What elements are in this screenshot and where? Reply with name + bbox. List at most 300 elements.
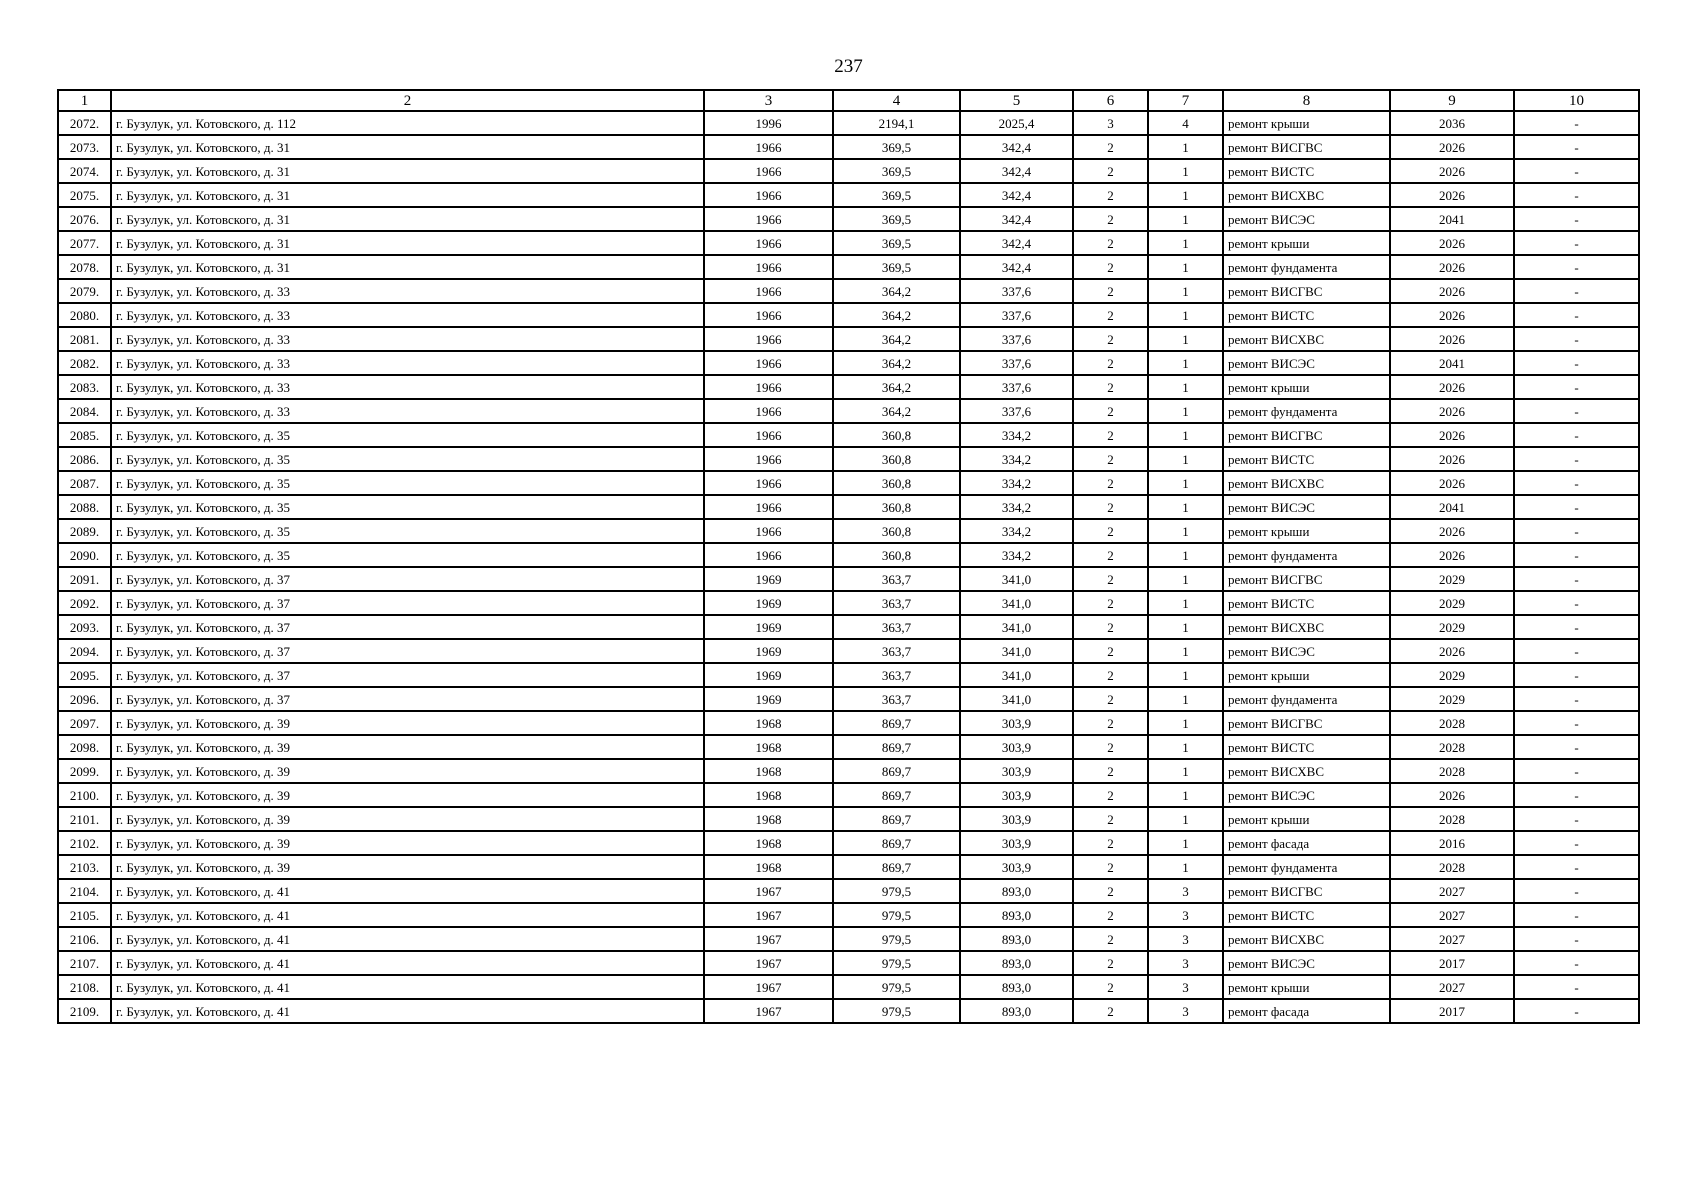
table-row <box>58 663 1639 687</box>
cell-floors: 2 <box>1073 135 1148 159</box>
cell-area-total: 869,7 <box>833 783 960 807</box>
cell-area-total: 2194,1 <box>833 111 960 135</box>
cell-area-living: 893,0 <box>960 879 1073 903</box>
cell-year: 1969 <box>704 687 833 711</box>
cell-year: 1969 <box>704 567 833 591</box>
cell-year: 1967 <box>704 903 833 927</box>
cell-work-type: ремонт ВИСЭС <box>1223 783 1390 807</box>
table-row <box>58 783 1639 807</box>
cell-area-total: 979,5 <box>833 951 960 975</box>
cell-area-living: 303,9 <box>960 855 1073 879</box>
cell-area-living: 303,9 <box>960 783 1073 807</box>
cell-work-type: ремонт ВИСГВС <box>1223 279 1390 303</box>
cell-entrances: 1 <box>1148 831 1223 855</box>
cell-work-type: ремонт ВИСТС <box>1223 159 1390 183</box>
cell-area-living: 341,0 <box>960 567 1073 591</box>
table-row <box>58 951 1639 975</box>
cell-area-total: 979,5 <box>833 879 960 903</box>
cell-row-number: 2079. <box>58 279 111 303</box>
cell-entrances: 1 <box>1148 471 1223 495</box>
cell-note: - <box>1514 831 1639 855</box>
cell-address: г. Бузулук, ул. Котовского, д. 31 <box>111 207 704 231</box>
cell-floors: 2 <box>1073 855 1148 879</box>
cell-plan-year: 2028 <box>1390 807 1514 831</box>
cell-entrances: 1 <box>1148 255 1223 279</box>
cell-area-total: 363,7 <box>833 663 960 687</box>
table-row <box>58 687 1639 711</box>
cell-entrances: 1 <box>1148 759 1223 783</box>
cell-work-type: ремонт ВИСХВС <box>1223 759 1390 783</box>
cell-plan-year: 2029 <box>1390 615 1514 639</box>
cell-note: - <box>1514 111 1639 135</box>
cell-address: г. Бузулук, ул. Котовского, д. 35 <box>111 447 704 471</box>
cell-floors: 2 <box>1073 231 1148 255</box>
cell-floors: 2 <box>1073 879 1148 903</box>
cell-plan-year: 2026 <box>1390 183 1514 207</box>
cell-area-living: 337,6 <box>960 279 1073 303</box>
cell-note: - <box>1514 375 1639 399</box>
table-row <box>58 111 1639 135</box>
cell-entrances: 1 <box>1148 159 1223 183</box>
table-row <box>58 255 1639 279</box>
cell-address: г. Бузулук, ул. Котовского, д. 35 <box>111 495 704 519</box>
table-row <box>58 639 1639 663</box>
cell-year: 1967 <box>704 951 833 975</box>
cell-floors: 2 <box>1073 207 1148 231</box>
cell-floors: 2 <box>1073 183 1148 207</box>
table-row <box>58 495 1639 519</box>
cell-year: 1968 <box>704 855 833 879</box>
table-row <box>58 303 1639 327</box>
table-row <box>58 567 1639 591</box>
data-table <box>57 89 1640 1024</box>
cell-entrances: 1 <box>1148 399 1223 423</box>
cell-area-total: 979,5 <box>833 927 960 951</box>
cell-area-total: 360,8 <box>833 423 960 447</box>
cell-plan-year: 2026 <box>1390 783 1514 807</box>
cell-address: г. Бузулук, ул. Котовского, д. 41 <box>111 927 704 951</box>
column-header-7: 7 <box>1148 90 1223 111</box>
cell-floors: 2 <box>1073 327 1148 351</box>
cell-year: 1967 <box>704 879 833 903</box>
cell-area-living: 341,0 <box>960 663 1073 687</box>
table-row <box>58 879 1639 903</box>
cell-floors: 2 <box>1073 951 1148 975</box>
cell-year: 1966 <box>704 327 833 351</box>
cell-plan-year: 2026 <box>1390 375 1514 399</box>
cell-area-total: 369,5 <box>833 135 960 159</box>
cell-entrances: 1 <box>1148 303 1223 327</box>
cell-entrances: 1 <box>1148 855 1223 879</box>
cell-entrances: 1 <box>1148 687 1223 711</box>
cell-area-living: 341,0 <box>960 615 1073 639</box>
cell-entrances: 1 <box>1148 567 1223 591</box>
table-row <box>58 447 1639 471</box>
cell-note: - <box>1514 279 1639 303</box>
cell-row-number: 2078. <box>58 255 111 279</box>
cell-area-total: 360,8 <box>833 495 960 519</box>
cell-floors: 3 <box>1073 111 1148 135</box>
cell-plan-year: 2026 <box>1390 471 1514 495</box>
cell-plan-year: 2029 <box>1390 567 1514 591</box>
cell-address: г. Бузулук, ул. Котовского, д. 41 <box>111 951 704 975</box>
cell-area-total: 369,5 <box>833 183 960 207</box>
cell-plan-year: 2027 <box>1390 927 1514 951</box>
cell-address: г. Бузулук, ул. Котовского, д. 31 <box>111 255 704 279</box>
cell-address: г. Бузулук, ул. Котовского, д. 37 <box>111 639 704 663</box>
cell-area-living: 893,0 <box>960 927 1073 951</box>
table-header <box>58 90 1639 111</box>
cell-floors: 2 <box>1073 663 1148 687</box>
cell-row-number: 2099. <box>58 759 111 783</box>
cell-work-type: ремонт фундамента <box>1223 543 1390 567</box>
cell-plan-year: 2028 <box>1390 735 1514 759</box>
cell-area-living: 337,6 <box>960 399 1073 423</box>
cell-note: - <box>1514 687 1639 711</box>
cell-year: 1966 <box>704 183 833 207</box>
cell-note: - <box>1514 447 1639 471</box>
table-row <box>58 471 1639 495</box>
cell-row-number: 2097. <box>58 711 111 735</box>
cell-address: г. Бузулук, ул. Котовского, д. 35 <box>111 423 704 447</box>
cell-row-number: 2084. <box>58 399 111 423</box>
cell-work-type: ремонт ВИСХВС <box>1223 183 1390 207</box>
cell-floors: 2 <box>1073 543 1148 567</box>
header-row <box>58 90 1639 111</box>
cell-note: - <box>1514 207 1639 231</box>
cell-area-living: 334,2 <box>960 423 1073 447</box>
cell-work-type: ремонт фундамента <box>1223 855 1390 879</box>
cell-note: - <box>1514 543 1639 567</box>
cell-area-living: 341,0 <box>960 687 1073 711</box>
cell-area-living: 303,9 <box>960 759 1073 783</box>
table-body <box>58 111 1639 1023</box>
cell-address: г. Бузулук, ул. Котовского, д. 33 <box>111 279 704 303</box>
table-row <box>58 183 1639 207</box>
cell-row-number: 2082. <box>58 351 111 375</box>
cell-area-living: 342,4 <box>960 231 1073 255</box>
cell-plan-year: 2029 <box>1390 591 1514 615</box>
cell-year: 1969 <box>704 591 833 615</box>
cell-entrances: 1 <box>1148 735 1223 759</box>
cell-entrances: 4 <box>1148 111 1223 135</box>
cell-note: - <box>1514 999 1639 1023</box>
table-row <box>58 591 1639 615</box>
cell-plan-year: 2026 <box>1390 255 1514 279</box>
cell-entrances: 3 <box>1148 999 1223 1023</box>
cell-area-living: 303,9 <box>960 807 1073 831</box>
cell-row-number: 2095. <box>58 663 111 687</box>
table-row <box>58 759 1639 783</box>
cell-address: г. Бузулук, ул. Котовского, д. 37 <box>111 591 704 615</box>
cell-year: 1966 <box>704 399 833 423</box>
cell-work-type: ремонт ВИСТС <box>1223 303 1390 327</box>
cell-floors: 2 <box>1073 903 1148 927</box>
cell-note: - <box>1514 807 1639 831</box>
cell-floors: 2 <box>1073 351 1148 375</box>
cell-work-type: ремонт крыши <box>1223 375 1390 399</box>
cell-year: 1966 <box>704 231 833 255</box>
cell-plan-year: 2028 <box>1390 759 1514 783</box>
cell-floors: 2 <box>1073 303 1148 327</box>
cell-plan-year: 2041 <box>1390 495 1514 519</box>
cell-year: 1966 <box>704 423 833 447</box>
cell-address: г. Бузулук, ул. Котовского, д. 33 <box>111 327 704 351</box>
cell-floors: 2 <box>1073 519 1148 543</box>
cell-work-type: ремонт крыши <box>1223 807 1390 831</box>
cell-area-living: 2025,4 <box>960 111 1073 135</box>
cell-row-number: 2096. <box>58 687 111 711</box>
cell-row-number: 2092. <box>58 591 111 615</box>
cell-note: - <box>1514 639 1639 663</box>
cell-year: 1968 <box>704 735 833 759</box>
cell-floors: 2 <box>1073 159 1148 183</box>
cell-area-total: 369,5 <box>833 231 960 255</box>
cell-floors: 2 <box>1073 447 1148 471</box>
cell-area-total: 363,7 <box>833 687 960 711</box>
cell-entrances: 1 <box>1148 615 1223 639</box>
cell-row-number: 2073. <box>58 135 111 159</box>
table-row <box>58 975 1639 999</box>
cell-note: - <box>1514 255 1639 279</box>
cell-plan-year: 2017 <box>1390 951 1514 975</box>
cell-area-total: 360,8 <box>833 471 960 495</box>
cell-address: г. Бузулук, ул. Котовского, д. 39 <box>111 855 704 879</box>
cell-year: 1966 <box>704 447 833 471</box>
cell-row-number: 2081. <box>58 327 111 351</box>
table-row <box>58 135 1639 159</box>
cell-floors: 2 <box>1073 495 1148 519</box>
cell-plan-year: 2026 <box>1390 327 1514 351</box>
cell-row-number: 2089. <box>58 519 111 543</box>
cell-work-type: ремонт ВИСГВС <box>1223 135 1390 159</box>
cell-plan-year: 2026 <box>1390 231 1514 255</box>
cell-year: 1966 <box>704 495 833 519</box>
cell-note: - <box>1514 855 1639 879</box>
cell-plan-year: 2041 <box>1390 351 1514 375</box>
cell-plan-year: 2028 <box>1390 711 1514 735</box>
cell-plan-year: 2029 <box>1390 663 1514 687</box>
cell-note: - <box>1514 975 1639 999</box>
cell-address: г. Бузулук, ул. Котовского, д. 33 <box>111 399 704 423</box>
cell-year: 1968 <box>704 759 833 783</box>
cell-note: - <box>1514 567 1639 591</box>
cell-area-living: 337,6 <box>960 303 1073 327</box>
table-row <box>58 231 1639 255</box>
cell-area-living: 334,2 <box>960 543 1073 567</box>
cell-note: - <box>1514 927 1639 951</box>
cell-note: - <box>1514 591 1639 615</box>
cell-row-number: 2094. <box>58 639 111 663</box>
cell-entrances: 3 <box>1148 951 1223 975</box>
cell-work-type: ремонт ВИСХВС <box>1223 327 1390 351</box>
cell-work-type: ремонт ВИСГВС <box>1223 879 1390 903</box>
cell-note: - <box>1514 351 1639 375</box>
cell-entrances: 1 <box>1148 519 1223 543</box>
column-header-6: 6 <box>1073 90 1148 111</box>
cell-note: - <box>1514 879 1639 903</box>
cell-address: г. Бузулук, ул. Котовского, д. 41 <box>111 903 704 927</box>
cell-floors: 2 <box>1073 807 1148 831</box>
cell-note: - <box>1514 951 1639 975</box>
table-row <box>58 999 1639 1023</box>
cell-area-total: 369,5 <box>833 207 960 231</box>
cell-entrances: 3 <box>1148 879 1223 903</box>
cell-address: г. Бузулук, ул. Котовского, д. 39 <box>111 831 704 855</box>
cell-area-total: 364,2 <box>833 327 960 351</box>
cell-floors: 2 <box>1073 711 1148 735</box>
cell-work-type: ремонт ВИСЭС <box>1223 495 1390 519</box>
cell-row-number: 2100. <box>58 783 111 807</box>
cell-year: 1968 <box>704 807 833 831</box>
cell-address: г. Бузулук, ул. Котовского, д. 37 <box>111 615 704 639</box>
cell-area-living: 337,6 <box>960 375 1073 399</box>
cell-area-total: 360,8 <box>833 519 960 543</box>
cell-year: 1966 <box>704 519 833 543</box>
cell-row-number: 2088. <box>58 495 111 519</box>
cell-plan-year: 2026 <box>1390 279 1514 303</box>
cell-floors: 2 <box>1073 471 1148 495</box>
cell-plan-year: 2016 <box>1390 831 1514 855</box>
cell-floors: 2 <box>1073 399 1148 423</box>
cell-area-total: 363,7 <box>833 567 960 591</box>
cell-address: г. Бузулук, ул. Котовского, д. 41 <box>111 879 704 903</box>
cell-note: - <box>1514 903 1639 927</box>
cell-year: 1966 <box>704 471 833 495</box>
table-row <box>58 327 1639 351</box>
cell-address: г. Бузулук, ул. Котовского, д. 41 <box>111 975 704 999</box>
cell-area-total: 364,2 <box>833 303 960 327</box>
cell-area-living: 342,4 <box>960 255 1073 279</box>
cell-year: 1996 <box>704 111 833 135</box>
cell-entrances: 1 <box>1148 327 1223 351</box>
cell-entrances: 1 <box>1148 783 1223 807</box>
cell-plan-year: 2026 <box>1390 639 1514 663</box>
cell-note: - <box>1514 495 1639 519</box>
cell-row-number: 2090. <box>58 543 111 567</box>
cell-area-total: 363,7 <box>833 615 960 639</box>
cell-area-total: 360,8 <box>833 447 960 471</box>
cell-area-total: 979,5 <box>833 903 960 927</box>
cell-address: г. Бузулук, ул. Котовского, д. 37 <box>111 567 704 591</box>
cell-row-number: 2074. <box>58 159 111 183</box>
cell-note: - <box>1514 663 1639 687</box>
table-row <box>58 399 1639 423</box>
column-header-10: 10 <box>1514 90 1639 111</box>
cell-area-total: 979,5 <box>833 999 960 1023</box>
cell-row-number: 2104. <box>58 879 111 903</box>
cell-floors: 2 <box>1073 615 1148 639</box>
cell-entrances: 3 <box>1148 927 1223 951</box>
table-row <box>58 831 1639 855</box>
cell-work-type: ремонт ВИСХВС <box>1223 471 1390 495</box>
cell-address: г. Бузулук, ул. Котовского, д. 41 <box>111 999 704 1023</box>
cell-work-type: ремонт фасада <box>1223 831 1390 855</box>
cell-area-living: 893,0 <box>960 975 1073 999</box>
cell-year: 1967 <box>704 975 833 999</box>
cell-area-living: 334,2 <box>960 471 1073 495</box>
cell-entrances: 1 <box>1148 495 1223 519</box>
cell-row-number: 2106. <box>58 927 111 951</box>
cell-area-total: 979,5 <box>833 975 960 999</box>
cell-year: 1966 <box>704 279 833 303</box>
cell-address: г. Бузулук, ул. Котовского, д. 39 <box>111 711 704 735</box>
cell-note: - <box>1514 135 1639 159</box>
cell-work-type: ремонт ВИСГВС <box>1223 423 1390 447</box>
cell-work-type: ремонт ВИСХВС <box>1223 615 1390 639</box>
cell-note: - <box>1514 519 1639 543</box>
cell-floors: 2 <box>1073 279 1148 303</box>
cell-year: 1968 <box>704 783 833 807</box>
cell-area-living: 341,0 <box>960 639 1073 663</box>
cell-work-type: ремонт ВИСЭС <box>1223 639 1390 663</box>
cell-work-type: ремонт ВИСХВС <box>1223 927 1390 951</box>
cell-row-number: 2085. <box>58 423 111 447</box>
cell-row-number: 2072. <box>58 111 111 135</box>
cell-area-living: 303,9 <box>960 711 1073 735</box>
cell-entrances: 1 <box>1148 711 1223 735</box>
cell-note: - <box>1514 231 1639 255</box>
cell-row-number: 2101. <box>58 807 111 831</box>
column-header-3: 3 <box>704 90 833 111</box>
cell-plan-year: 2026 <box>1390 447 1514 471</box>
cell-entrances: 1 <box>1148 183 1223 207</box>
cell-row-number: 2076. <box>58 207 111 231</box>
cell-year: 1969 <box>704 663 833 687</box>
table-row <box>58 855 1639 879</box>
cell-floors: 2 <box>1073 999 1148 1023</box>
cell-floors: 2 <box>1073 687 1148 711</box>
cell-entrances: 1 <box>1148 351 1223 375</box>
cell-entrances: 1 <box>1148 543 1223 567</box>
cell-area-total: 364,2 <box>833 351 960 375</box>
cell-row-number: 2102. <box>58 831 111 855</box>
cell-work-type: ремонт ВИСТС <box>1223 447 1390 471</box>
cell-work-type: ремонт ВИСТС <box>1223 591 1390 615</box>
cell-plan-year: 2026 <box>1390 399 1514 423</box>
table-row <box>58 519 1639 543</box>
cell-work-type: ремонт крыши <box>1223 663 1390 687</box>
cell-address: г. Бузулук, ул. Котовского, д. 33 <box>111 303 704 327</box>
cell-work-type: ремонт фасада <box>1223 999 1390 1023</box>
cell-address: г. Бузулук, ул. Котовского, д. 31 <box>111 135 704 159</box>
cell-entrances: 1 <box>1148 807 1223 831</box>
cell-floors: 2 <box>1073 783 1148 807</box>
cell-entrances: 1 <box>1148 279 1223 303</box>
column-header-2: 2 <box>111 90 704 111</box>
cell-address: г. Бузулук, ул. Котовского, д. 35 <box>111 471 704 495</box>
cell-year: 1969 <box>704 615 833 639</box>
cell-area-living: 342,4 <box>960 183 1073 207</box>
cell-work-type: ремонт ВИСЭС <box>1223 351 1390 375</box>
cell-work-type: ремонт крыши <box>1223 111 1390 135</box>
cell-area-living: 893,0 <box>960 903 1073 927</box>
table-row <box>58 807 1639 831</box>
column-header-5: 5 <box>960 90 1073 111</box>
cell-year: 1966 <box>704 303 833 327</box>
cell-row-number: 2103. <box>58 855 111 879</box>
cell-row-number: 2086. <box>58 447 111 471</box>
cell-plan-year: 2026 <box>1390 543 1514 567</box>
cell-address: г. Бузулук, ул. Котовского, д. 35 <box>111 519 704 543</box>
cell-area-total: 369,5 <box>833 159 960 183</box>
cell-row-number: 2093. <box>58 615 111 639</box>
cell-entrances: 1 <box>1148 231 1223 255</box>
cell-work-type: ремонт крыши <box>1223 519 1390 543</box>
cell-entrances: 1 <box>1148 375 1223 399</box>
table-row <box>58 735 1639 759</box>
cell-year: 1968 <box>704 711 833 735</box>
